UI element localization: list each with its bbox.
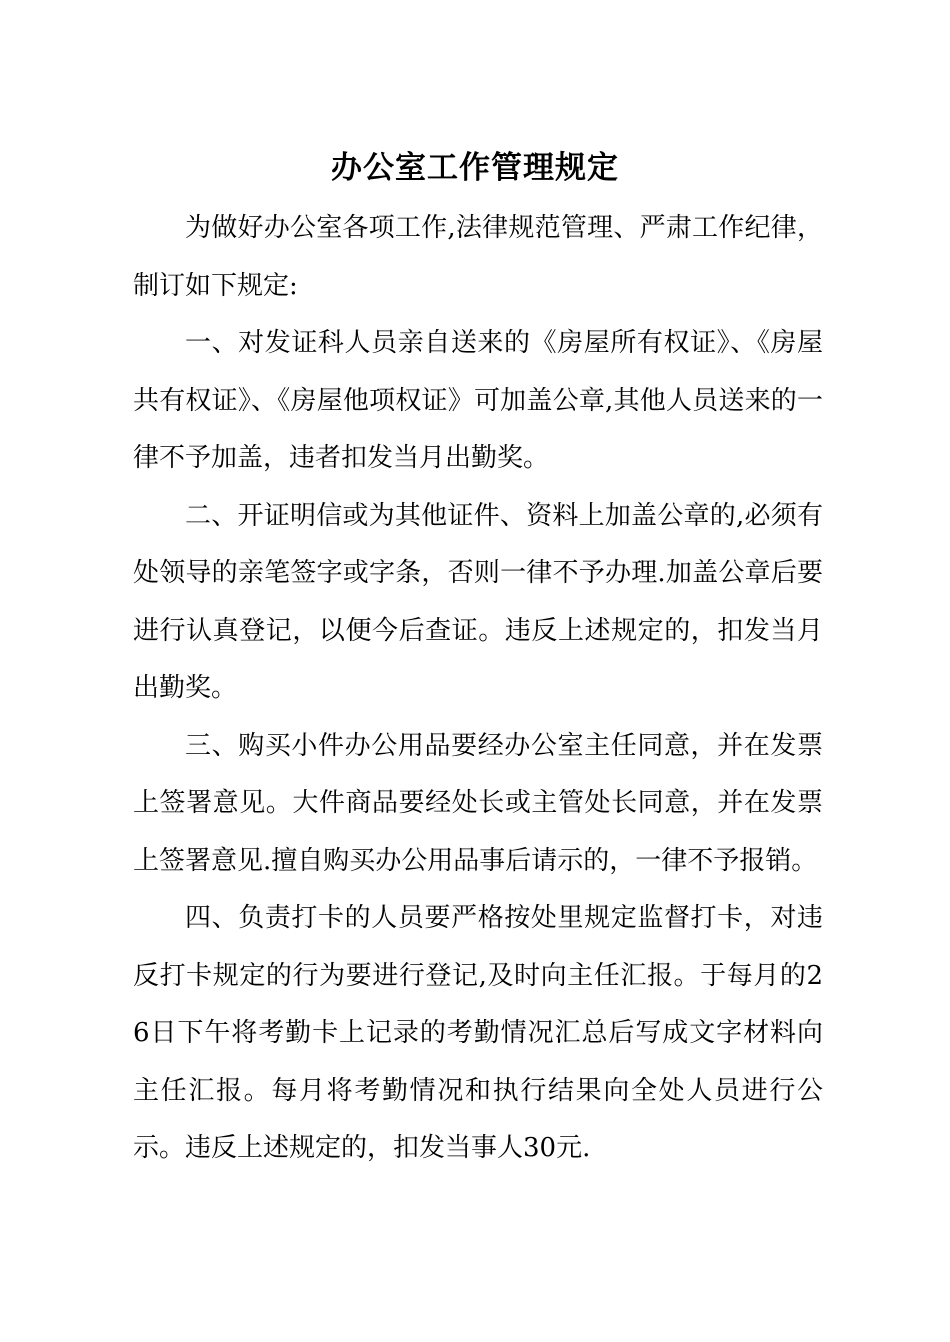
paragraph-rule-3: 三、购买小件办公用品要经办公室主任同意，并在发票上签署意见。大件商品要经处长或主管处长同意，并在发票上签署意见.擅自购买办公用品事后请示的，一律不予报销。 <box>133 730 823 876</box>
paragraph-rule-4: 四、负责打卡的人员要严格按处里规定监督打卡，对违反打卡规定的行为要进行登记,及时向主任汇报。于每月的26日下午将考勤卡上记录的考勤情况汇总后写成文字材料向主任汇报。每月将考勤情况和执行结果向全处人员进行公示。违反上述规定的，扣发当事人30元. <box>133 903 823 1163</box>
document-body <box>133 200 823 1178</box>
document-title: 办公室工作管理规定 <box>331 150 619 186</box>
paragraph-rule-1: 一、对发证科人员亲自送来的《房屋所有权证》、《房屋共有权证》、《房屋他项权证》可加盖公章,其他人员送来的一律不予加盖，违者扣发当月出勤奖。 <box>133 328 823 473</box>
paragraph-intro: 为做好办公室各项工作,法律规范管理、严肃工作纪律，制订如下规定: <box>133 213 823 301</box>
paragraph-rule-2: 二、开证明信或为其他证件、资料上加盖公章的,必须有处领导的亲笔签字或字条，否则一律不予办理.加盖公章后要进行认真登记，以便今后查证。违反上述规定的，扣发当月出勤奖。 <box>133 500 823 703</box>
